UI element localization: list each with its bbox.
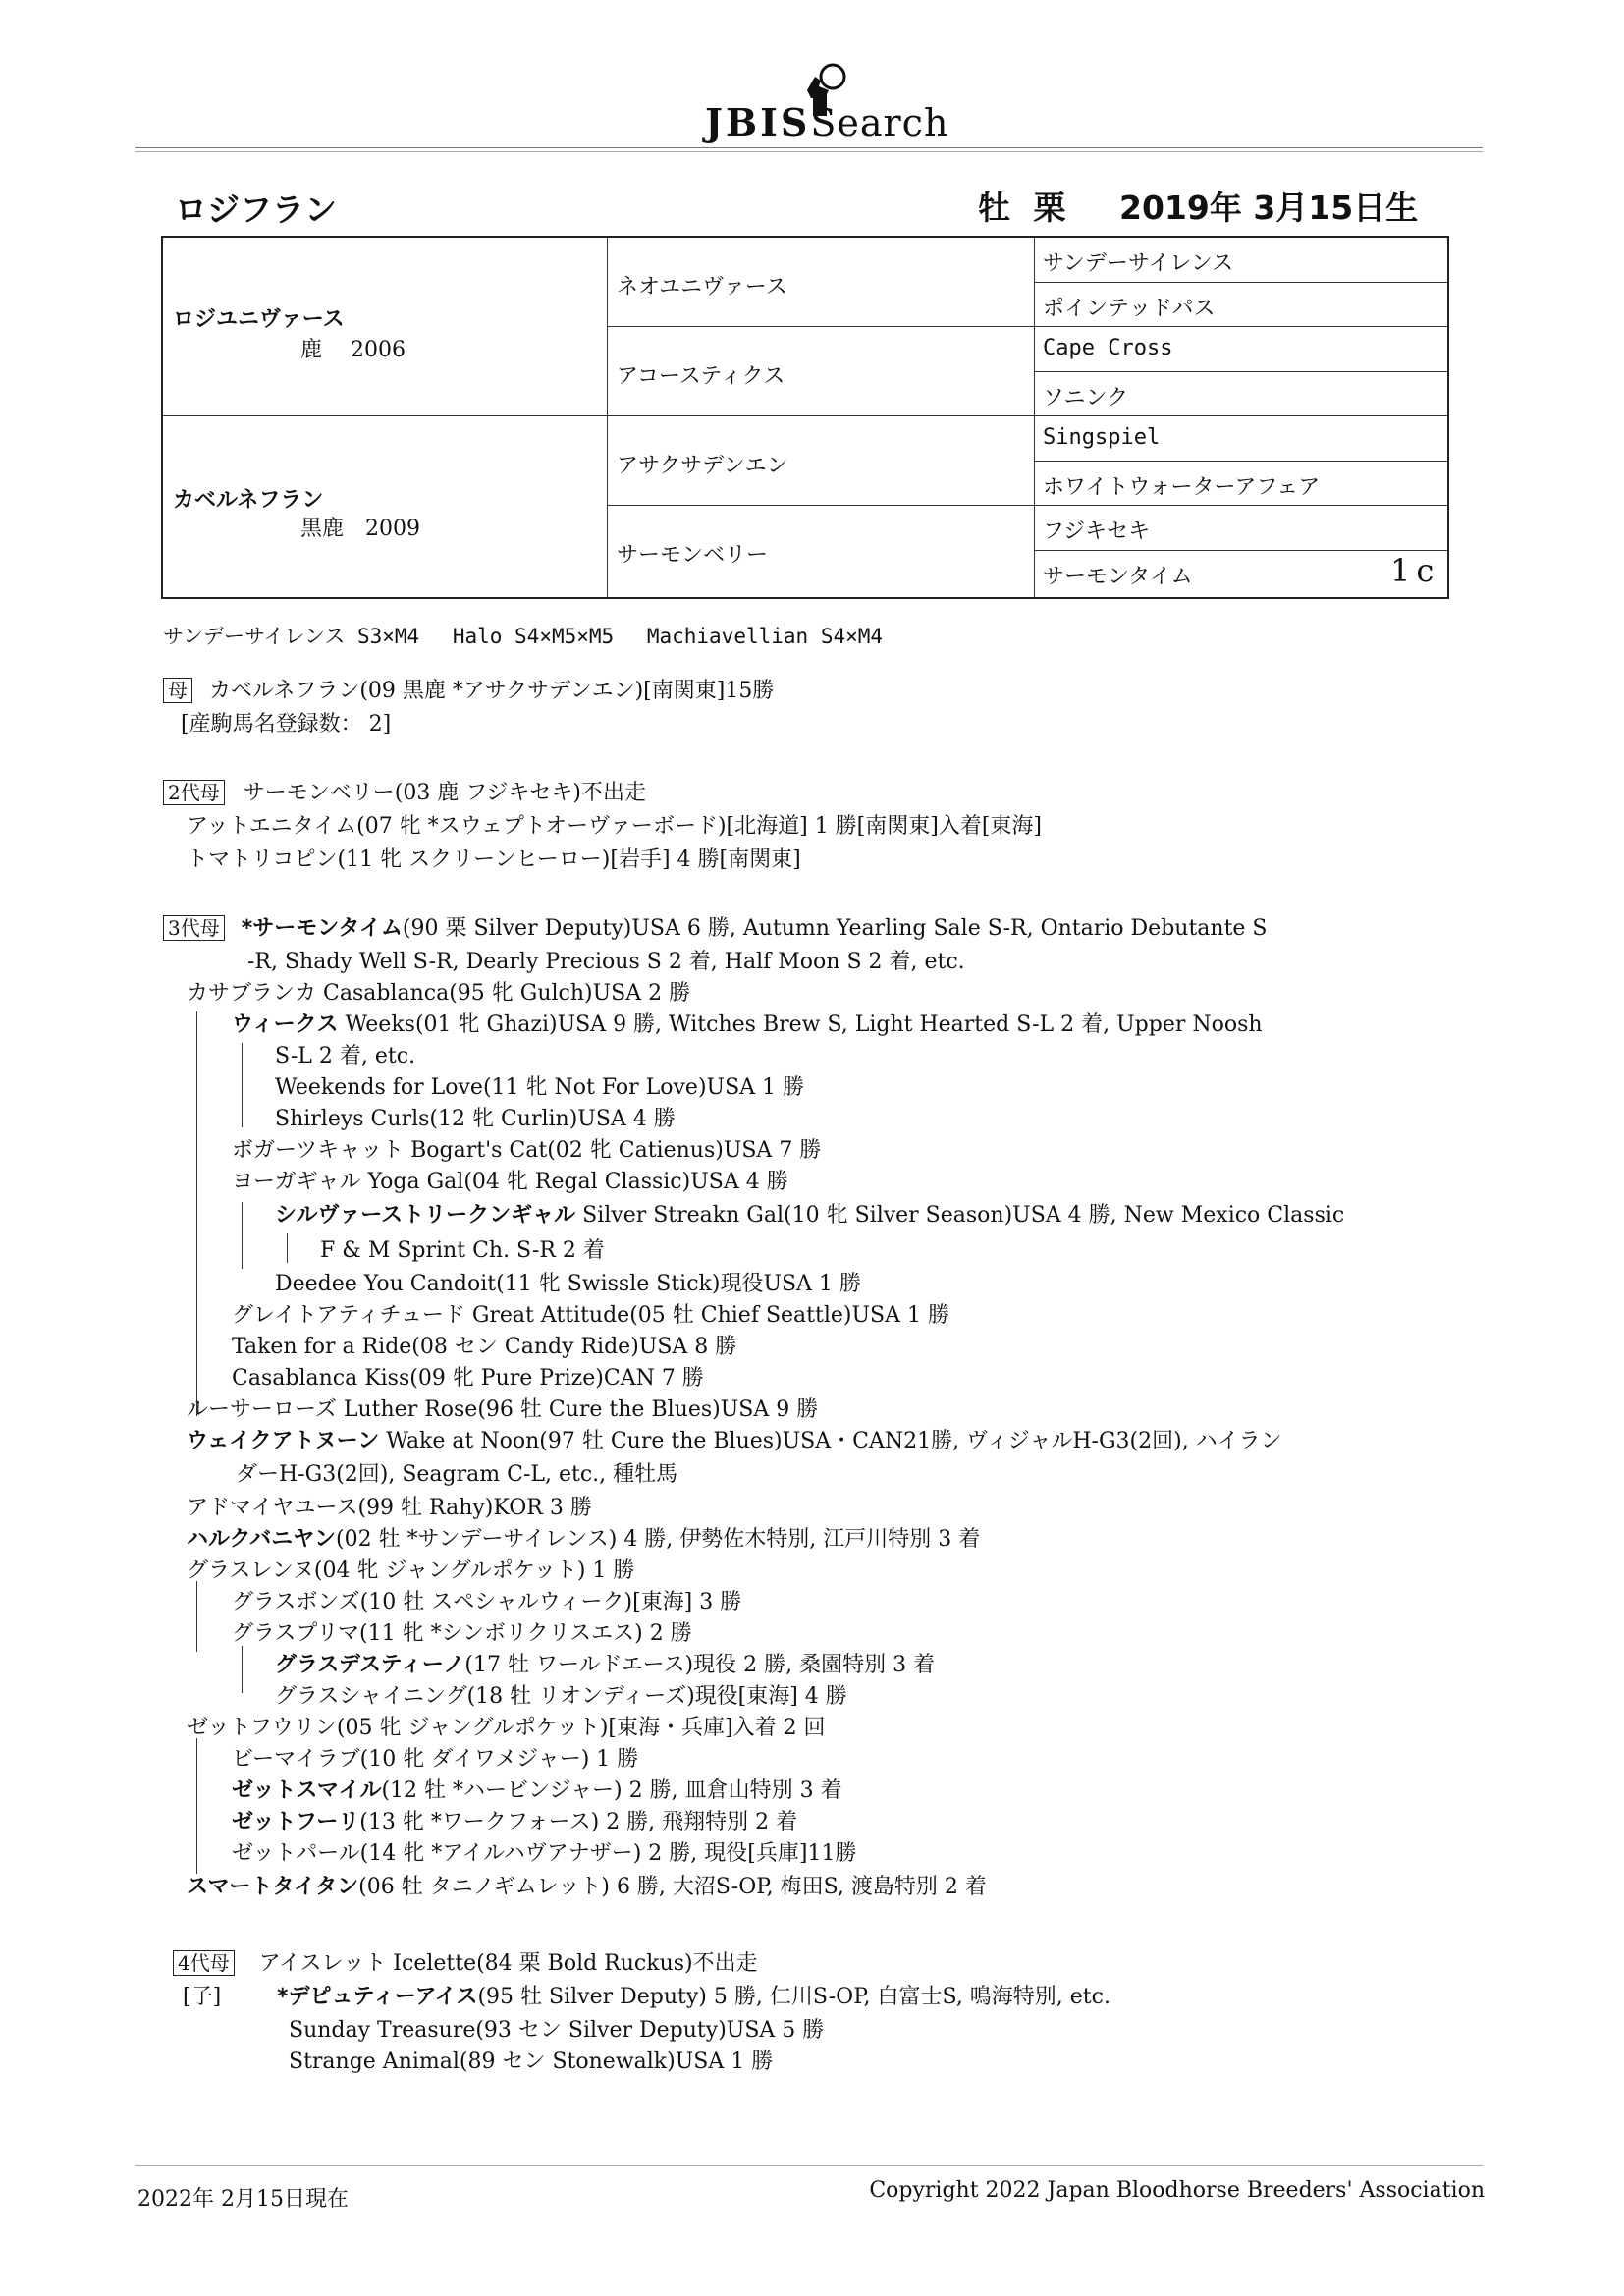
descendant-line: ゼットスマイル(12 牡 *ハービンジャー) 2 勝, 皿倉山特別 3 着 — [232, 1778, 842, 1803]
descendant-line: ルーサーローズ Luther Rose(96 牡 Cure the Blues)USA 9 勝 — [187, 1397, 819, 1422]
descendant-line: ウェイクアトヌーン Wake at Noon(97 牡 Cure the Blues)USA・CAN21勝, ヴィジャルH-G3(2回), ハイラン — [187, 1429, 1282, 1453]
fourth-dam-tag: 4代母 — [173, 1950, 235, 1976]
descendant-line: ヨーガギャル Yoga Gal(04 牝 Regal Classic)USA 4 勝 — [232, 1170, 788, 1194]
fourth-dam-child: Strange Animal(89 セン Stonewalk)USA 1 勝 — [289, 2050, 774, 2074]
third-dam-line2: -R, Shady Well S-R, Dearly Precious S 2 着, Half Moon S 2 着, etc. — [247, 950, 965, 974]
descendant-line: グラスデスティーノ(17 牡 ワールドエース)現役 2 勝, 桑園特別 3 着 — [275, 1653, 936, 1677]
inbreeding-line: サンデーサイレンス S3×M4 Halo S4×M5×M5 Machiavellian S4×M4 — [163, 625, 884, 648]
g2-sire-sire: ネオユニヴァース — [617, 275, 787, 300]
g3-4: ソニンク — [1043, 386, 1129, 410]
g3-7: フジキセキ — [1043, 519, 1151, 544]
descendant-line: グラスシャイニング(18 牡 リオンディーズ)現役[東海] 4 勝 — [275, 1684, 847, 1709]
tree-line — [242, 1043, 243, 1127]
g3-1: サンデーサイレンス — [1043, 251, 1234, 276]
g2-dam-sire: アサクサデンエン — [617, 454, 788, 478]
pedigree-table — [161, 236, 1449, 599]
descendant-line: グラスプリマ(11 牝 *シンボリクリスエス) 2 勝 — [232, 1621, 692, 1646]
descendant-line: Casablanca Kiss(09 牝 Pure Prize)CAN 7 勝 — [232, 1366, 704, 1391]
logo-text — [705, 100, 948, 144]
logo-main: JBIS — [705, 100, 811, 144]
g2-dam-dam: サーモンベリー — [617, 543, 769, 568]
dam-line: カベルネフラン(09 黒鹿 *アサクサデンエン)[南関東]15勝 — [209, 679, 775, 703]
descendant-line: ゼットパール(14 牝 *アイルハヴアナザー) 2 勝, 現役[兵庫]11勝 — [232, 1841, 857, 1866]
dam-section — [163, 674, 774, 704]
tree-line — [287, 1233, 288, 1263]
horse-name: ロジフラン — [175, 191, 337, 229]
descendant-line: Taken for a Ride(08 セン Candy Ride)USA 8 勝 — [232, 1335, 737, 1359]
descendant-line: グレイトアティチュード Great Attitude(05 牡 Chief Seattle)USA 1 勝 — [232, 1303, 949, 1328]
dam-info: 黒鹿 2009 — [300, 517, 420, 541]
descendant-line: ボガーツキャット Bogart's Cat(02 牝 Catienus)USA 7 勝 — [232, 1138, 822, 1163]
fourth-dam-line: アイスレット Icelette(84 栗 Bold Ruckus)不出走 — [258, 1951, 758, 1976]
tree-line — [196, 1738, 197, 1874]
logo-sub: Search — [810, 101, 949, 144]
third-dam-line: (90 栗 Silver Deputy)USA 6 勝, Autumn Yearling Sale S-R, Ontario Debutante S — [402, 916, 1268, 941]
descendant-line: ビーマイラブ(10 牝 ダイワメジャー) 1 勝 — [232, 1747, 639, 1772]
descendant-line: シルヴァーストリークンギャル Silver Streakn Gal(10 牝 Silver Season)USA 4 勝, New Mexico Classic — [275, 1203, 1345, 1228]
tree-line — [242, 1202, 243, 1269]
as-of-date: 2022年 2月15日現在 — [137, 2187, 349, 2212]
descendant-line: F & M Sprint Ch. S-R 2 着 — [320, 1238, 605, 1263]
family-code: 1c — [1390, 552, 1440, 589]
g3-5: Singspiel — [1043, 425, 1161, 450]
fourth-dam-child-tag: [子] — [183, 1985, 222, 2009]
second-dam-child: トマトリコピン(11 牝 スクリーンヒーロー)[岩手] 4 勝[南関東] — [187, 847, 801, 872]
descendant-line: ウィークス Weeks(01 牝 Ghazi)USA 9 勝, Witches Brew S, Light Hearted S-L 2 着, Upper Noosh — [232, 1012, 1263, 1037]
descendant-line: Weekends for Love(11 牝 Not For Love)USA 1 勝 — [275, 1075, 805, 1100]
g3-6: ホワイトウォーターアフェア — [1043, 475, 1321, 500]
g3-3: Cape Cross — [1043, 336, 1173, 360]
dam-tag: 母 — [163, 678, 192, 703]
tree-line — [196, 1011, 197, 1416]
second-dam-child: アットエニタイム(07 牝 *スウェプトオーヴァーボード)[北海道] 1 勝[南関東]入着[東海] — [187, 814, 1043, 839]
descendant-line: カサブランカ Casablanca(95 牝 Gulch)USA 2 勝 — [187, 981, 691, 1006]
dam-note: [産駒馬名登録数： 2] — [181, 712, 392, 737]
dam-name: カベルネフラン — [173, 488, 324, 513]
descendant-line: S-L 2 着, etc. — [275, 1044, 416, 1068]
descendant-line: Deedee You Candoit(11 牝 Swissle Stick)現役USA 1 勝 — [275, 1272, 861, 1296]
descendant-line: ダーH-G3(2回), Seagram C-L, etc., 種牡馬 — [236, 1462, 678, 1487]
descendant-line: ゼットフウリン(05 牝 ジャングルポケット)[東海・兵庫]入着 2 回 — [187, 1716, 826, 1740]
g2-sire-dam: アコースティクス — [617, 364, 785, 389]
header-rule — [135, 147, 1483, 152]
birth-date: 2019年 3月15日生 — [1119, 189, 1419, 227]
tree-line — [242, 1646, 243, 1693]
tree-line — [196, 1581, 197, 1652]
g3-2: ポインテッドパス — [1043, 297, 1216, 321]
fourth-dam-child: Sunday Treasure(93 セン Silver Deputy)USA 5 勝 — [289, 2018, 825, 2043]
fourth-dam-child: *デピュティーアイス(95 牡 Silver Deputy) 5 勝, 仁川S-OP, 白富士S, 鳴海特別, etc. — [277, 1985, 1110, 2009]
third-dam-name: *サーモンタイム — [241, 916, 403, 941]
g3-8: サーモンタイム — [1043, 565, 1193, 589]
third-dam-section — [163, 911, 1268, 942]
descendant-line: Shirleys Curls(12 牝 Curlin)USA 4 勝 — [275, 1107, 676, 1131]
descendant-line: ゼットフーリ(13 牝 *ワークフォース) 2 勝, 飛翔特別 2 着 — [232, 1810, 798, 1834]
second-dam-line: サーモンベリー(03 鹿 フジキセキ)不出走 — [243, 781, 647, 805]
fourth-dam-section — [173, 1946, 758, 1977]
sire-info: 鹿 2006 — [300, 338, 406, 362]
second-dam-section — [163, 776, 646, 806]
footer-rule — [135, 2165, 1483, 2166]
sire-name: ロジユニヴァース — [173, 307, 345, 332]
descendant-line: グラスボンズ(10 牡 スペシャルウィーク)[東海] 3 勝 — [232, 1590, 742, 1614]
copyright: Copyright 2022 Japan Bloodhorse Breeders' Association — [869, 2178, 1485, 2203]
descendant-line: グラスレンヌ(04 牝 ジャングルポケット) 1 勝 — [187, 1558, 635, 1583]
jbis-search-logo — [697, 61, 949, 149]
second-dam-tag: 2代母 — [163, 780, 225, 805]
descendant-line: スマートタイタン(06 牡 タニノギムレット) 6 勝, 大沼S-OP, 梅田S, 渡島特別 2 着 — [187, 1875, 987, 1899]
third-dam-tag: 3代母 — [163, 915, 225, 941]
descendant-line: アドマイヤユース(99 牡 Rahy)KOR 3 勝 — [187, 1496, 592, 1520]
descendant-line: ハルクバニヤン(02 牡 *サンデーサイレンス) 4 勝, 伊勢佐木特別, 江戸川特別 3 着 — [187, 1527, 981, 1552]
sex-color: 牡 栗 — [978, 189, 1072, 227]
